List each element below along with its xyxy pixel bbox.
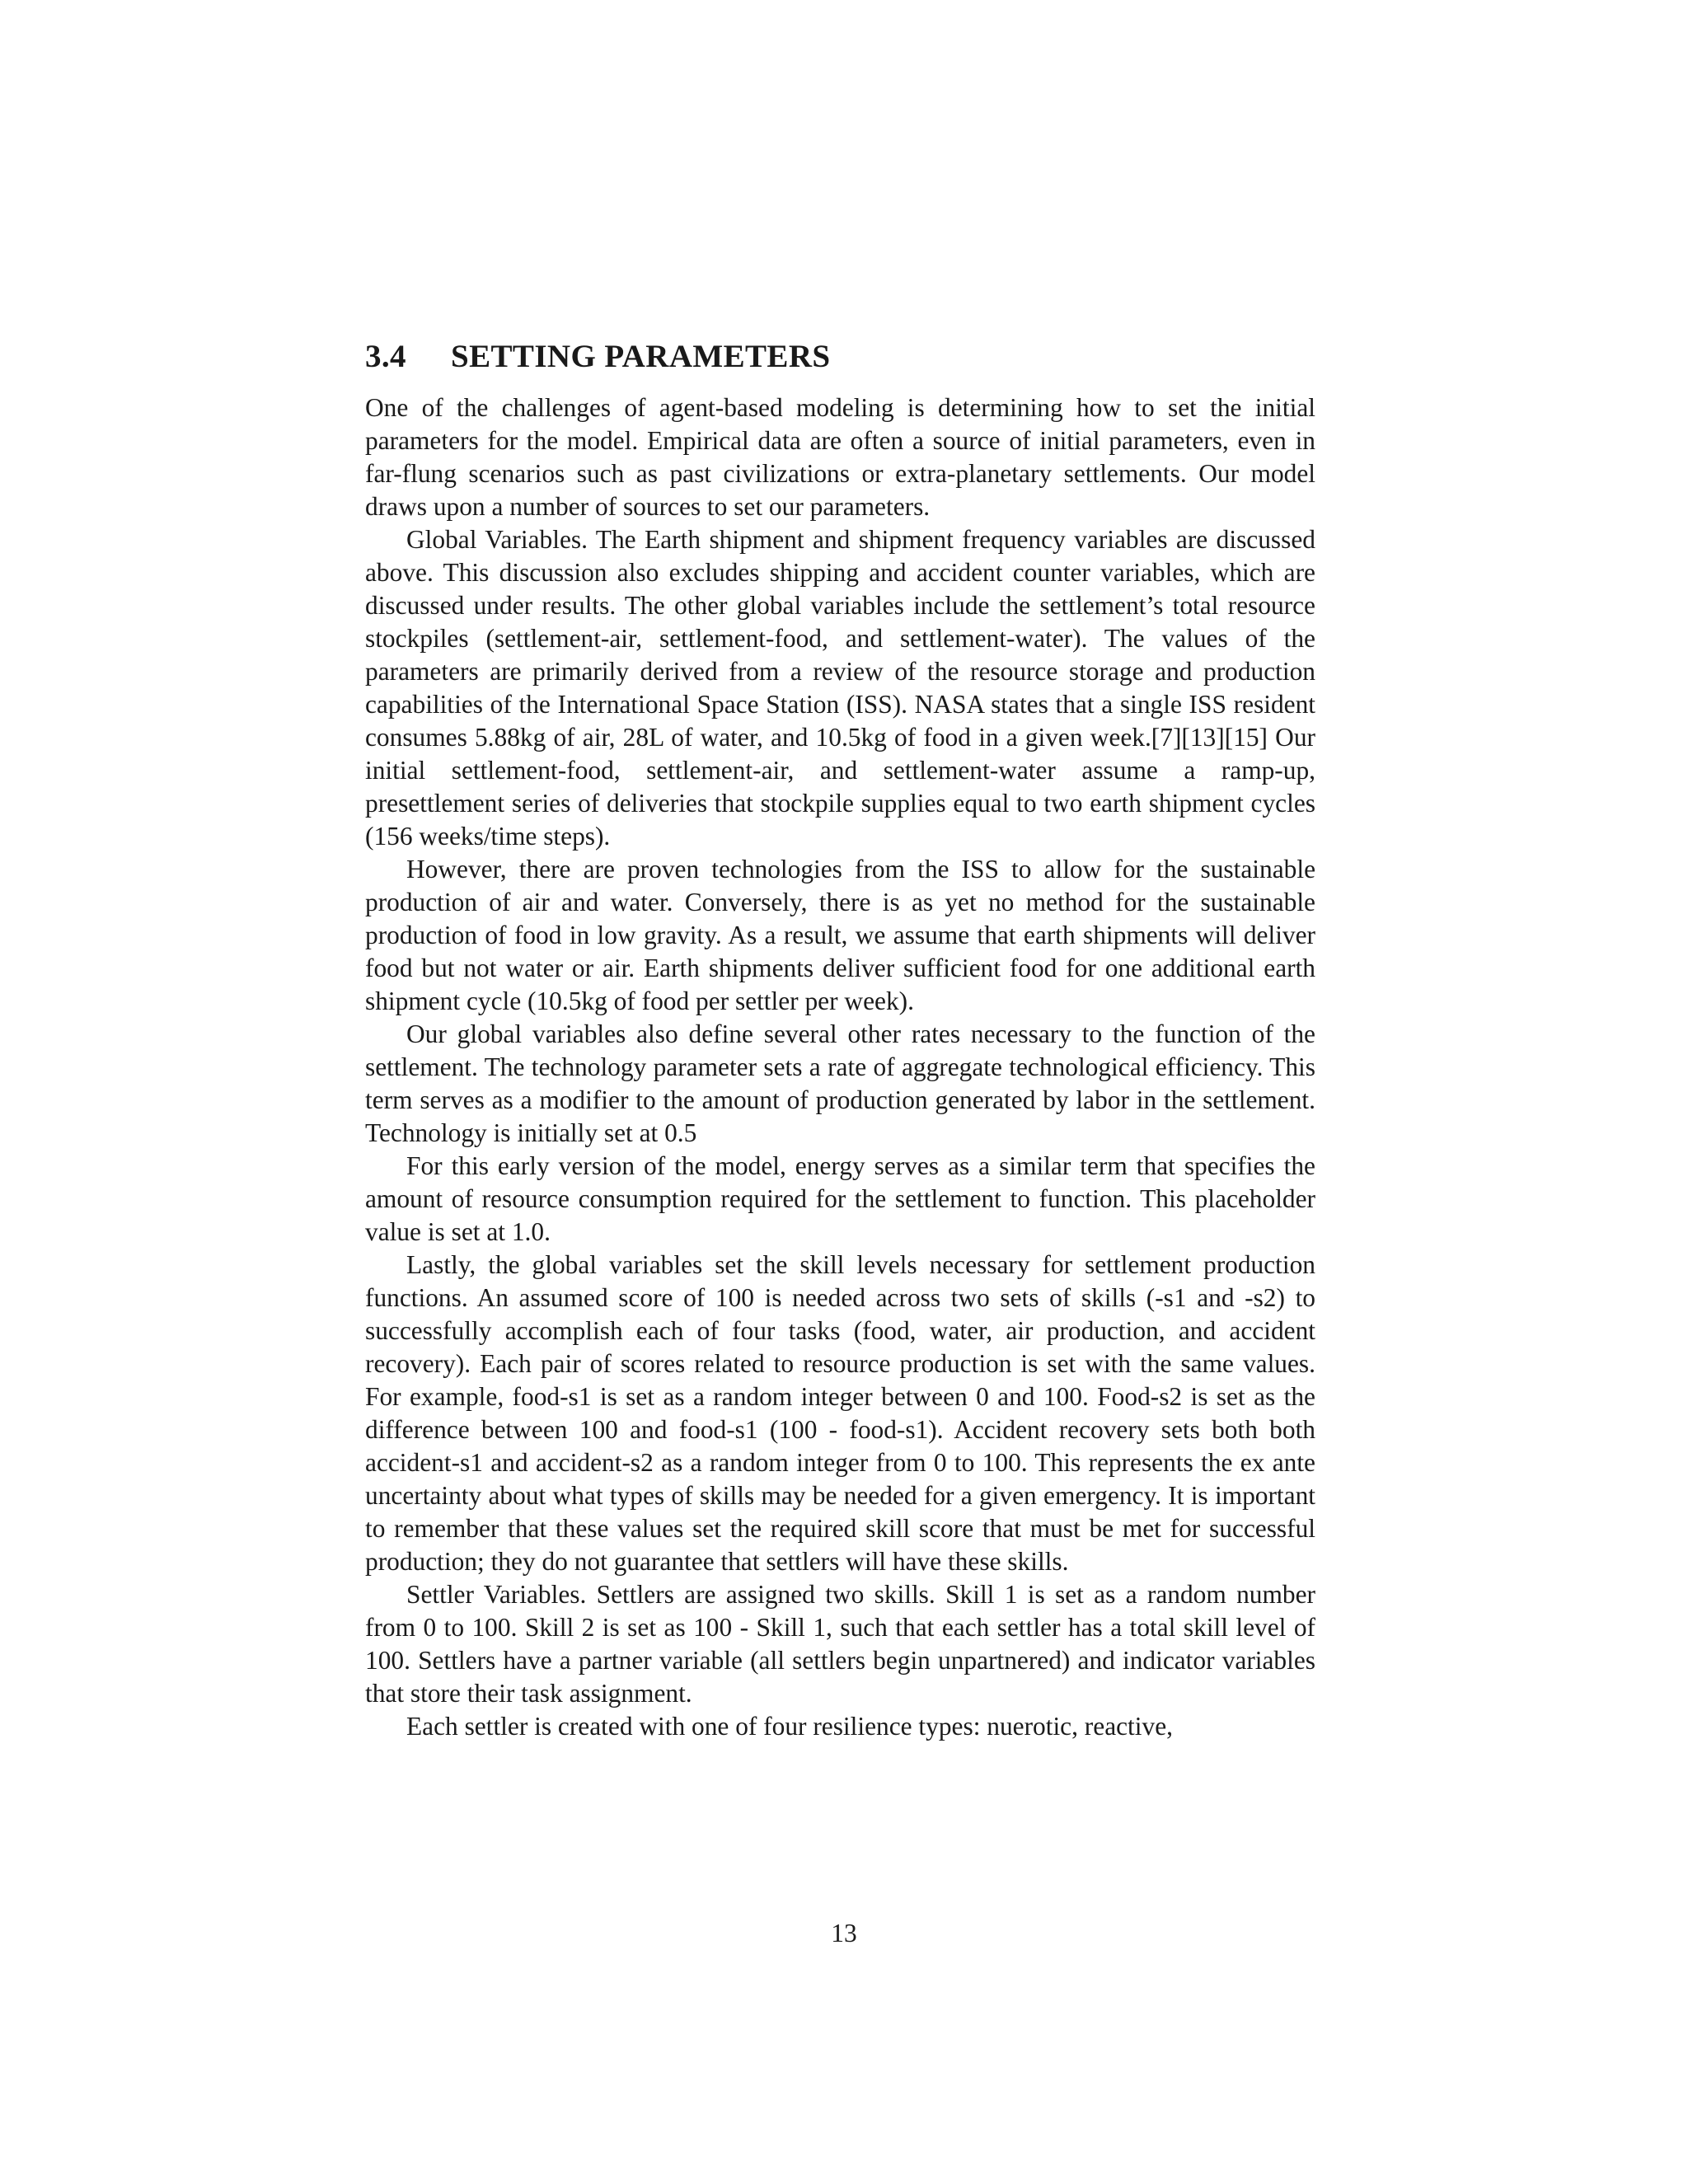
paragraph-energy: For this early version of the model, energy serves as a similar term that specifies the amount of resource consumption required for the settlement to function. This placeholder value is set at 1.0. — [365, 1151, 1315, 1246]
page-number: 13 — [831, 1919, 857, 1947]
body-text — [365, 391, 1315, 1743]
paragraph-intro: One of the challenges of agent-based modeling is determining how to set the initial parameters for the model. Empirical data are often a source of initial parameters, even in far-flung scenarios such as past civilizations or extra-planetary settlements. Our model draws upon a number of sources to set our parameters. — [365, 393, 1315, 521]
page-content — [365, 334, 1315, 1743]
paragraph-settler-variables: Settler Variables. Settlers are assigned two skills. Skill 1 is set as a random number from 0 to 100. Skill 2 is set as 100 - Skill 1, such that each settler has a total skill level of 100. Settlers have a partner variable (all settlers begin unpartnered) and indicator variables that store their task assignment. — [365, 1580, 1315, 1708]
paragraph-skill-levels: Lastly, the global variables set the skill levels necessary for settlement production functions. An assumed score of 100 is needed across two sets of skills (-s1 and -s2) to successfully accomplish each of four tasks (food, water, air production, and accident recovery). Each pair of scores related to resource production is set with the same values. For example, food-s1 is set as a random integer between 0 and 100. Food-s2 is set as the difference between 100 and food-s1 (100 - food-s1). Accident recovery sets both both accident-s1 and accident-s2 as a random integer from 0 to 100. This represents the ex ante uncertainty about what types of skills may be needed for a given emergency. It is important to remember that these values set the required skill score that must be met for successful production; they do not guarantee that settlers will have these skills. — [365, 1250, 1315, 1576]
section-title: SETTING PARAMETERS — [451, 339, 831, 374]
section-number: 3.4 — [365, 339, 406, 374]
paragraph-global-variables: Global Variables. The Earth shipment and shipment frequency variables are discussed above. This discussion also excludes shipping and accident counter variables, which are discussed under results. The other global variables include the settlement’s total resource stockpiles (settlement-air, settlement-food, and settlement-water). The values of the parameters are primarily derived from a review of the resource storage and production capabilities of the International Space Station (ISS). NASA states that a single ISS resident consumes 5.88kg of air, 28L of water, and 10.5kg of food in a given week.[7][13][15] Our initial settlement-food, settlement-air, and settlement-water assume a ramp-up, presettlement series of deliveries that stockpile supplies equal to two earth shipment cycles (156 weeks/time steps). — [365, 525, 1315, 851]
section-heading — [365, 334, 1315, 380]
paragraph-sustainable-production: However, there are proven technologies from the ISS to allow for the sustainable production of air and water. Conversely, there is as yet no method for the sustainable production of food in low gravity. As a result, we assume that earth shipments will deliver food but not water or air. Earth shipments deliver sufficient food for one additional earth shipment cycle (10.5kg of food per settler per week). — [365, 855, 1315, 1015]
paragraph-resilience-types: Each settler is created with one of four resilience types: nuerotic, reactive, — [406, 1712, 1173, 1741]
paragraph-technology: Our global variables also define several other rates necessary to the function of the settlement. The technology parameter sets a rate of aggregate technological efficiency. This term serves as a modifier to the amount of production generated by labor in the settlement. Technology is initially set at 0.5 — [365, 1019, 1315, 1147]
